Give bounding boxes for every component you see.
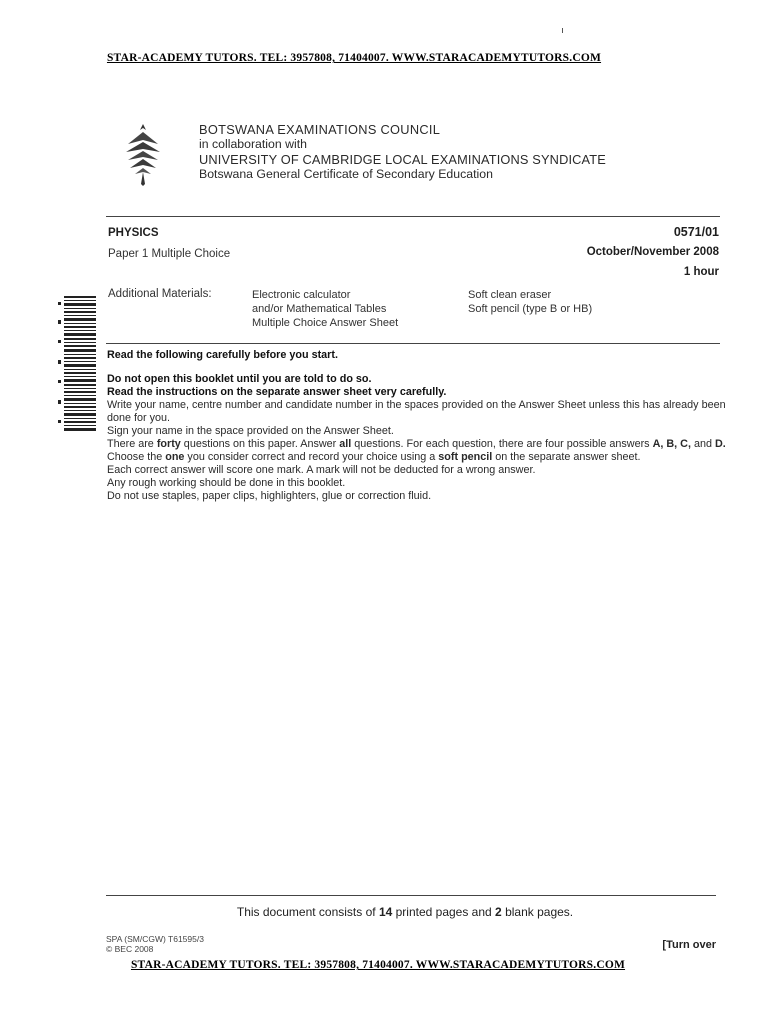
instruction-bold-2: Read the instructions on the separate answer sheet very carefully.	[107, 386, 447, 398]
certificate-name: Botswana General Certificate of Secondary Education	[199, 167, 493, 181]
collaboration-text: in collaboration with	[199, 137, 308, 151]
document-reference	[106, 934, 204, 954]
material-item: Soft clean eraser	[468, 289, 552, 301]
material-item: Electronic calculator	[252, 289, 351, 301]
top-rule	[106, 216, 720, 217]
paper-code: 0571/01	[673, 225, 719, 239]
council-logo-icon	[122, 122, 164, 188]
instruction-questions: There are forty questions on this paper. Answer all questions. For each question, there are four possible answers A, B, C, and D. Choose the one you consider correct and record your choice using a soft pencil on the separate answer sheet.	[107, 438, 726, 463]
materials-label: Additional Materials:	[108, 288, 212, 300]
material-item: Soft pencil (type B or HB)	[468, 303, 593, 315]
scan-mark	[562, 28, 563, 33]
footer-banner: STAR-ACADEMY TUTORS. TEL: 3957808, 71404007. WWW.STARACADEMYTUTORS.COM	[130, 959, 626, 971]
turn-over-label: [Turn over	[662, 939, 716, 951]
material-item: and/or Mathematical Tables	[252, 303, 387, 315]
exam-duration: 1 hour	[683, 266, 719, 278]
instruction-rough-work: Any rough working should be done in this booklet.	[107, 477, 346, 489]
reference-code: SPA (SM/CGW) T61595/3	[106, 934, 204, 944]
council-heading	[199, 122, 606, 182]
material-item: Multiple Choice Answer Sheet	[252, 317, 399, 329]
footer-rule	[106, 895, 716, 896]
materials-list-1	[252, 288, 398, 330]
instructions-heading: Read the following carefully before you start.	[107, 349, 338, 361]
syndicate-name: UNIVERSITY OF CAMBRIDGE LOCAL EXAMINATIONS SYNDICATE	[199, 152, 606, 167]
instruction-name: Write your name, centre number and candidate number in the spaces provided on the Answer Sheet unless this has already been done for you.	[107, 399, 726, 424]
header-banner: STAR-ACADEMY TUTORS. TEL: 3957808, 71404007. WWW.STARACADEMYTUTORS.COM	[106, 52, 602, 64]
barcode-icon	[56, 296, 96, 434]
copyright: © BEC 2008	[106, 944, 154, 954]
paper-title: Paper 1 Multiple Choice	[108, 248, 231, 260]
page-count-note: This document consists of 14 printed pages and 2 blank pages.	[236, 905, 574, 919]
instruction-bold-1: Do not open this booklet until you are told to do so.	[107, 373, 372, 385]
instruction-sign: Sign your name in the space provided on the Answer Sheet.	[107, 425, 394, 437]
council-name: BOTSWANA EXAMINATIONS COUNCIL	[199, 122, 441, 137]
exam-session: October/November 2008	[586, 246, 719, 258]
materials-list-2	[468, 288, 592, 316]
instructions-rule	[106, 343, 720, 344]
instruction-no-staples: Do not use staples, paper clips, highlighters, glue or correction fluid.	[107, 490, 432, 502]
instruction-marks: Each correct answer will score one mark. A mark will not be deducted for a wrong answer.	[107, 464, 536, 476]
instructions-block	[107, 349, 727, 503]
subject-title: PHYSICS	[108, 227, 159, 239]
